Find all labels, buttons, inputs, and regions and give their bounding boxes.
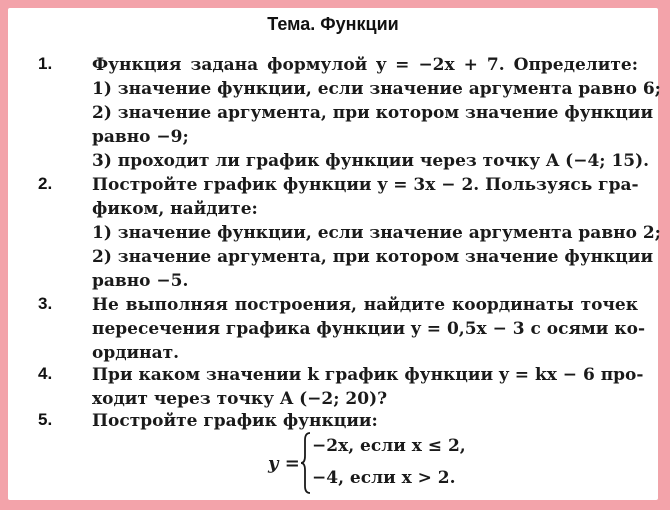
task-line: 1) значение функции, если значение аргумента равно 2; bbox=[92, 223, 661, 243]
left-brace-icon bbox=[300, 432, 312, 494]
worksheet bbox=[8, 8, 661, 500]
task-line: Не выполняя построения, найдите координаты точек bbox=[92, 295, 638, 315]
worksheet-title: Тема. Функции bbox=[267, 14, 399, 34]
piecewise-lhs: y = bbox=[268, 453, 300, 474]
task-line: При каком значении k график функции y = kx − 6 про- bbox=[92, 365, 644, 385]
task-line: равно −5. bbox=[92, 271, 189, 291]
piecewise-function bbox=[8, 432, 658, 498]
task-line: Функция задана формулой y = −2x + 7. Определите: bbox=[92, 55, 638, 75]
task-number: 3. bbox=[38, 294, 53, 313]
piecewise-case-1: −2x, если x ≤ 2, bbox=[312, 436, 466, 456]
task-line: фиком, найдите: bbox=[92, 199, 258, 219]
task-line: 3) проходит ли график функции через точку A (−4; 15). bbox=[92, 151, 650, 171]
task-number: 5. bbox=[38, 410, 53, 429]
task-line: 1) значение функции, если значение аргумента равно 6; bbox=[92, 79, 661, 99]
task-line: 2) значение аргумента, при котором значение функции bbox=[92, 103, 654, 123]
task-line: ходит через точку A (−2; 20)? bbox=[92, 389, 388, 409]
task-line: 2) значение аргумента, при котором значение функции bbox=[92, 247, 654, 267]
task-line: пересечения графика функции y = 0,5x − 3 с осями ко- bbox=[92, 319, 645, 339]
task-line: Постройте график функции: bbox=[92, 411, 378, 431]
task-number: 4. bbox=[38, 364, 53, 383]
task-line: ординат. bbox=[92, 343, 180, 363]
task-line: Постройте график функции y = 3x − 2. Пользуясь гра- bbox=[92, 175, 639, 195]
task-line: равно −9; bbox=[92, 127, 189, 147]
task-number: 1. bbox=[38, 54, 53, 73]
task-number: 2. bbox=[38, 174, 53, 193]
piecewise-case-2: −4, если x > 2. bbox=[312, 468, 456, 488]
